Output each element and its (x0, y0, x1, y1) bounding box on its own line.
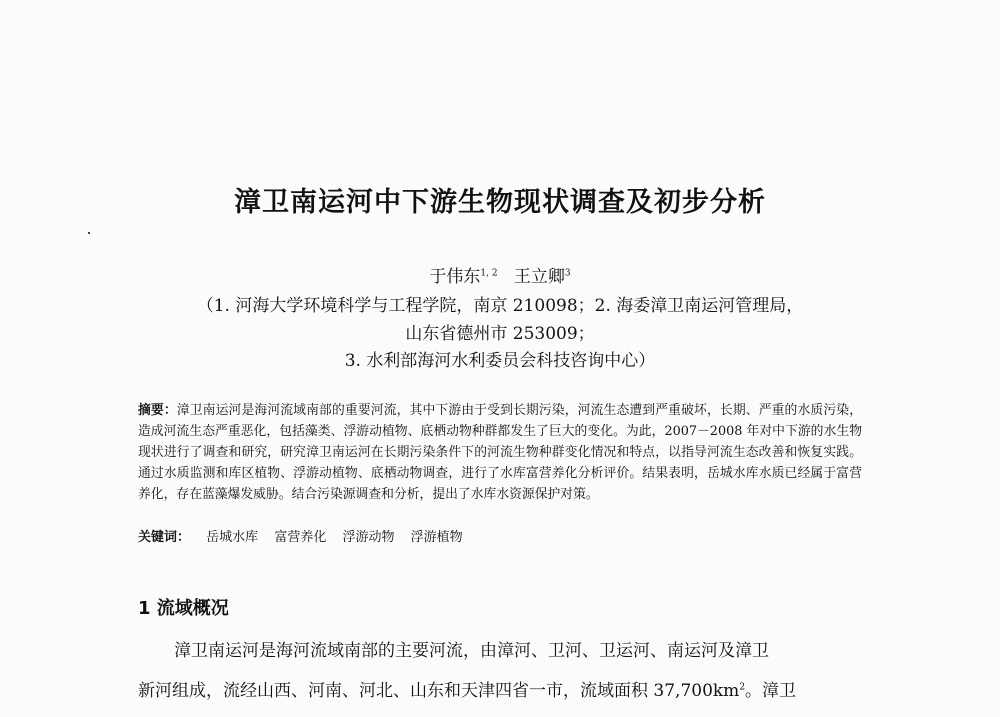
affiliation-line: 3. 水利部海河水利委员会科技咨询中心） (344, 351, 656, 371)
abstract-label: 摘要： (138, 403, 177, 418)
keyword: 岳城水库 (206, 530, 259, 545)
superscript: 2 (739, 682, 746, 693)
scan-speck (88, 232, 90, 234)
body-paragraph-line: 漳卫南运河是海河流域南部的主要河流，由漳河、卫河、卫运河、南运河及漳卫 (174, 641, 769, 661)
author-name: 王立卿 (513, 267, 565, 287)
affiliation-line: （1. 河海大学环境科学与工程学院，南京 210098；2. 海委漳卫南运河管理局， (196, 296, 804, 316)
author-line (0, 262, 1000, 287)
abstract (138, 400, 862, 505)
body-paragraph-line (138, 676, 862, 701)
paper-title: 漳卫南运河中下游生物现状调查及初步分析 (234, 187, 766, 218)
author-name: 于伟东 (429, 267, 481, 287)
section-heading: 1 流域概况 (138, 598, 229, 619)
body-text: 。漳卫 (745, 681, 797, 701)
author-affil-marker: 3 (564, 268, 571, 279)
abstract-text: 漳卫南运河是海河流域南部的重要河流，其中下游由于受到长期污染，河流生态遭到严重破坏，长期、严重的水质污染，造成河流生态严重恶化，包括藻类、浮游动植物、底栖动物种群都发生了巨大的变化。为此，2007－2008 年对中下游的水生物现状进行了调查和研究，研究漳卫南运河在长期污染条件下的河流生物种群变化情况和特点，以指导河流生态改善和恢复实践。通过水质监测和库区植物、浮游动植物、底栖动物调查，进行了水库富营养化分析评价。结果表明，岳城水库水质已经属于富营养化，存在蓝藻爆发威胁。结合污染源调查和分析，提出了水库水资源保护对策。 (138, 403, 863, 502)
keyword: 富营养化 (274, 530, 327, 545)
keyword: 浮游植物 (410, 530, 463, 545)
author-affil-marker: 1, 2 (480, 268, 498, 279)
keywords (138, 526, 862, 545)
keywords-label: 关键词： (138, 530, 191, 545)
keyword: 浮游动物 (342, 530, 395, 545)
affiliation-line: 山东省德州市 253009； (405, 324, 595, 344)
body-text: 新河组成，流经山西、河南、河北、山东和天津四省一市，流域面积 37,700km (138, 681, 740, 701)
